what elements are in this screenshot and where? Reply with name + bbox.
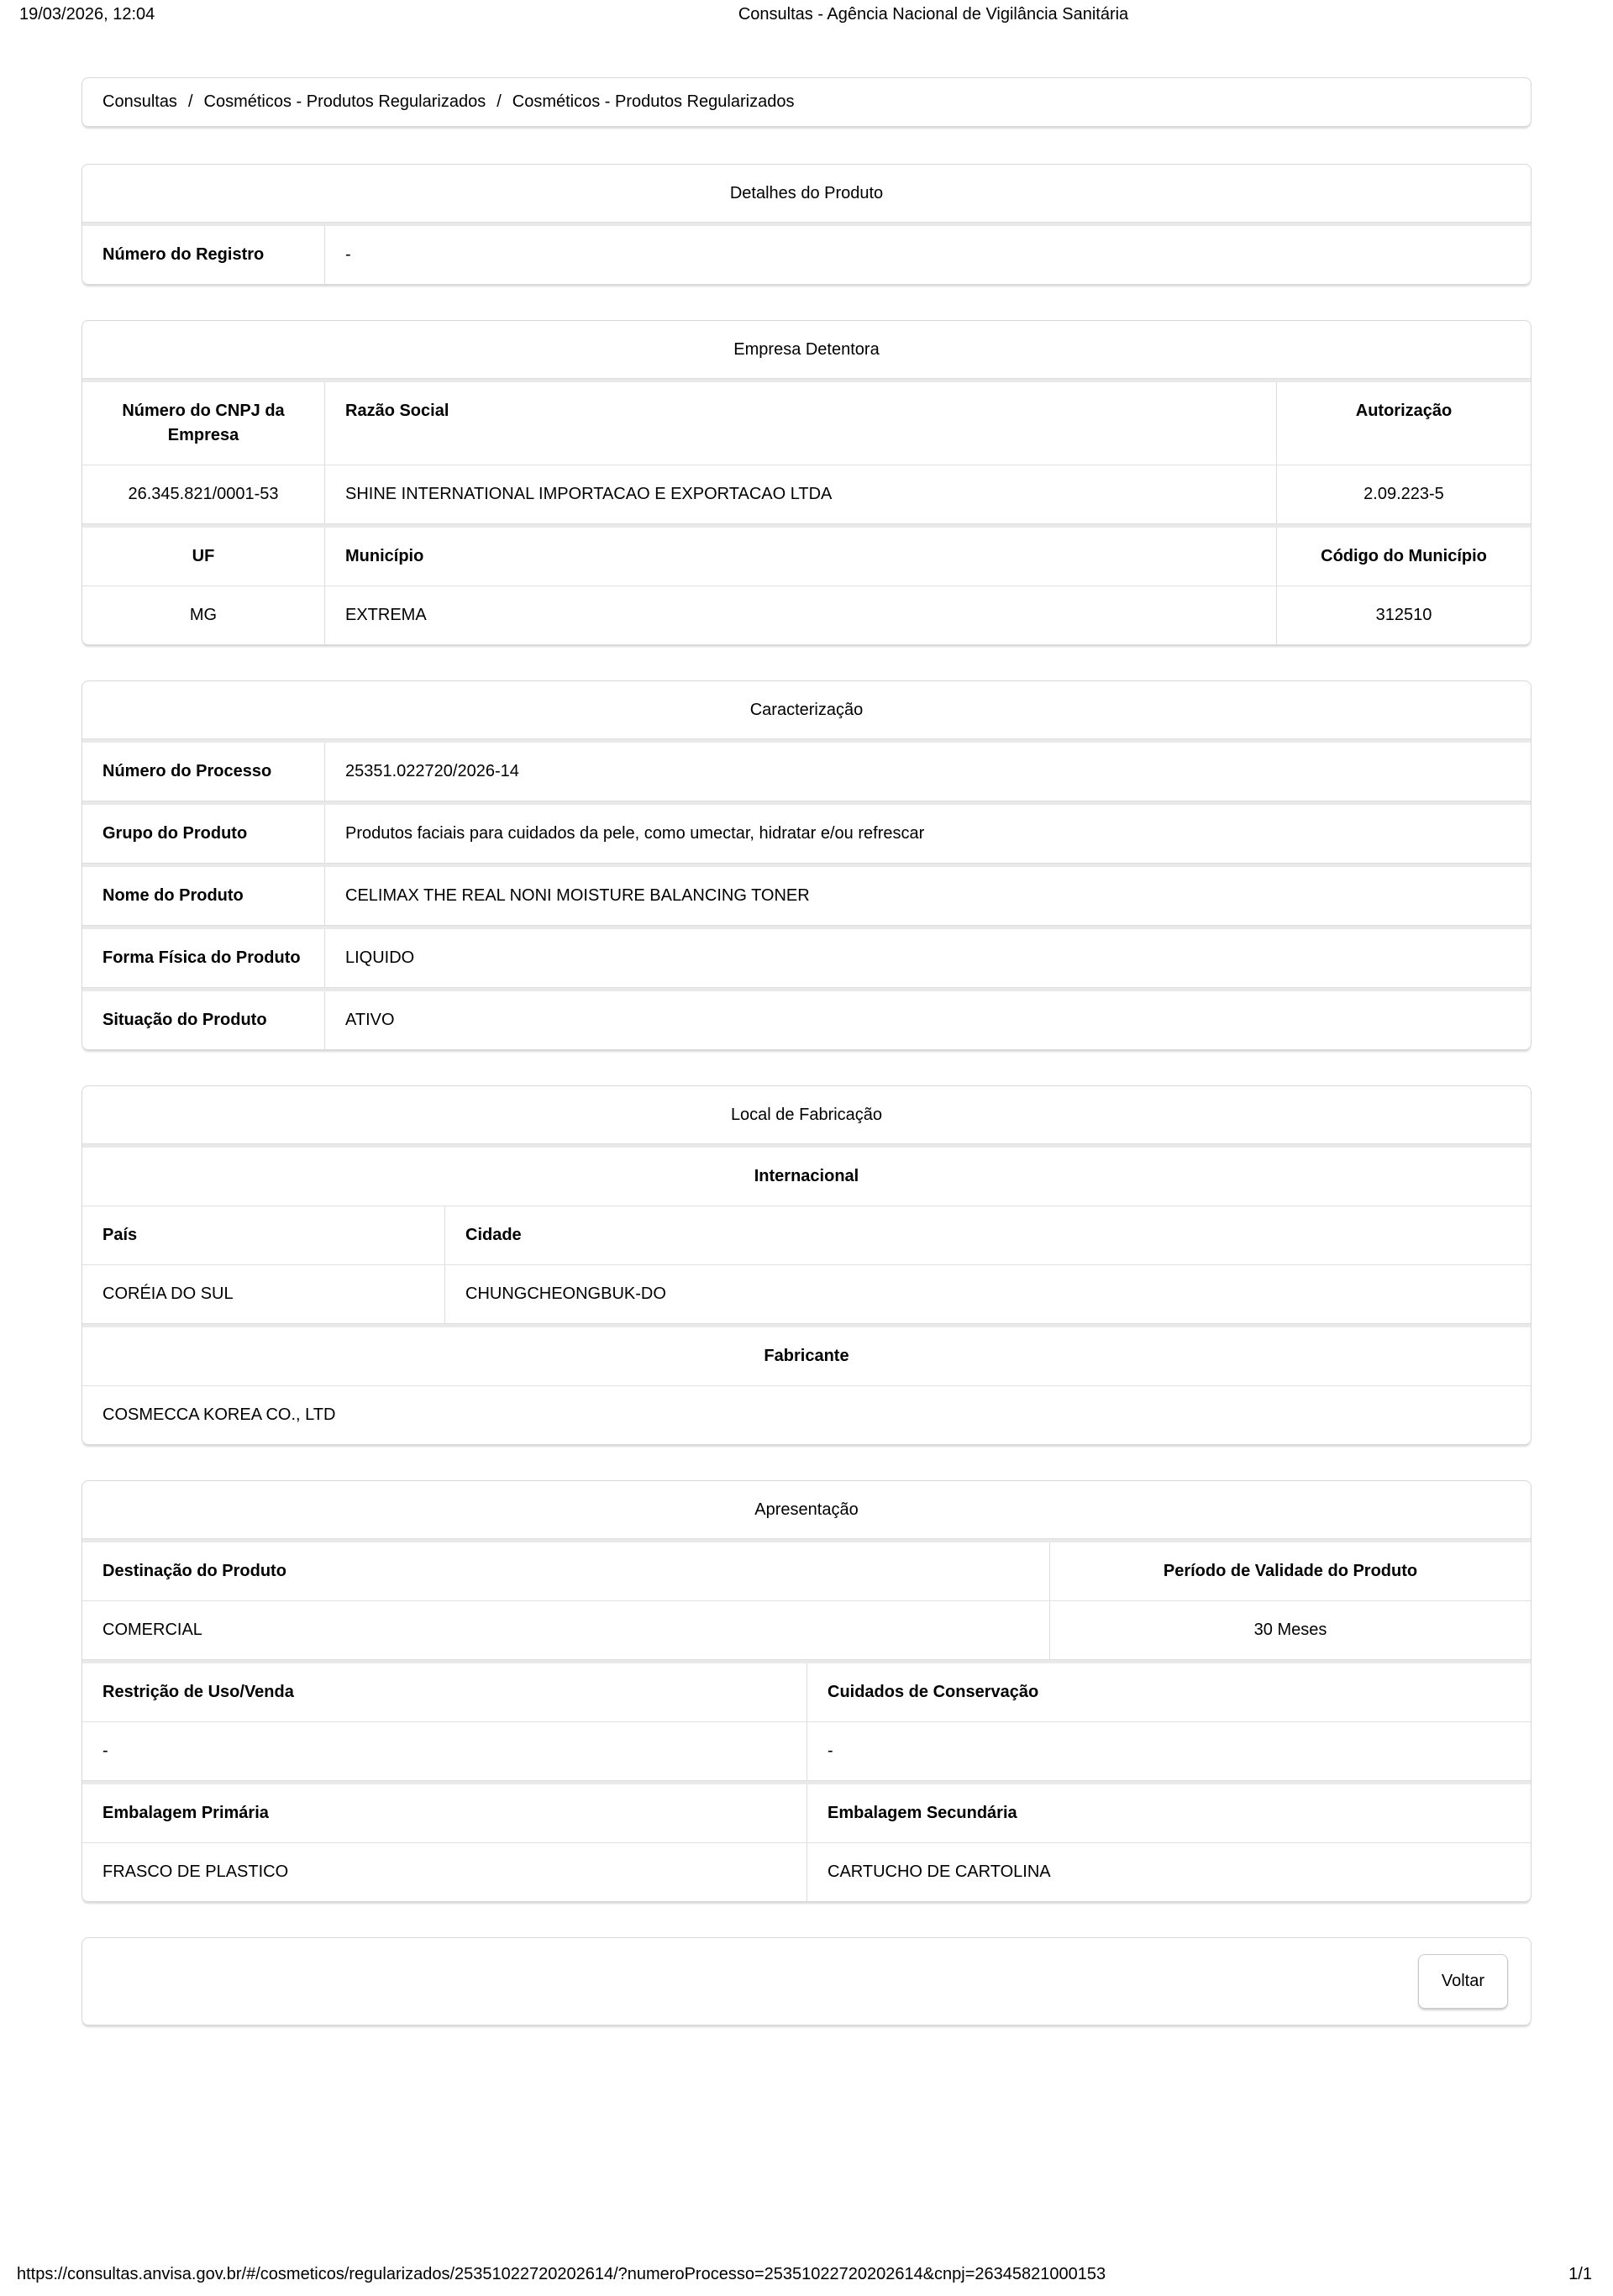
section-title: Empresa Detentora (733, 340, 880, 359)
section-title: Local de Fabricação (730, 1106, 883, 1124)
pais-header: País (102, 1226, 138, 1244)
table-row (82, 1842, 1531, 1901)
table-row (82, 805, 1531, 863)
validade-header: Período de Validade do Produto (1049, 1542, 1531, 1600)
table-row (82, 226, 1531, 284)
restricao-value: - (102, 1742, 108, 1760)
breadcrumb-card (81, 77, 1532, 127)
print-page-title: Consultas - Agência Nacional de Vigilância Sanitária (738, 5, 1129, 24)
codigo-municipio-header: Código do Município (1276, 528, 1531, 586)
cnpj-header: Número do CNPJ da Empresa (122, 402, 285, 444)
table-header-row (82, 528, 1531, 586)
actions-card (81, 1937, 1532, 2025)
section-title: Apresentação (754, 1500, 859, 1519)
table-header-row (82, 1206, 1531, 1264)
cnpj-value: 26.345.821/0001-53 (128, 485, 279, 503)
situacao-value: ATIVO (324, 991, 1531, 1049)
embalagem-primaria-header: Embalagem Primária (102, 1804, 269, 1822)
section-local-fabricacao (81, 1085, 1532, 1445)
embalagem-secundaria-header: Embalagem Secundária (806, 1784, 1531, 1842)
forma-fisica-value: LIQUIDO (324, 929, 1531, 987)
codigo-municipio-value: 312510 (1276, 586, 1531, 644)
print-datetime: 19/03/2026, 12:04 (19, 5, 155, 24)
cidade-header: Cidade (444, 1206, 1531, 1264)
forma-fisica-label: Forma Física do Produto (102, 948, 301, 967)
breadcrumb-item-current: Cosméticos - Produtos Regularizados (512, 92, 795, 111)
destinacao-value: COMERCIAL (102, 1621, 202, 1639)
table-row (82, 1264, 1531, 1323)
section-detalhes-produto (81, 164, 1532, 285)
grupo-value: Produtos faciais para cuidados da pele, como umectar, hidratar e/ou refrescar (324, 805, 1531, 863)
breadcrumb (102, 92, 1511, 112)
section-caracterizacao (81, 680, 1532, 1050)
destinacao-header: Destinação do Produto (102, 1562, 286, 1580)
nome-produto-value: CELIMAX THE REAL NONI MOISTURE BALANCING TONER (324, 867, 1531, 925)
municipio-header: Município (324, 528, 1276, 586)
table-row (82, 867, 1531, 925)
section-title: Caracterização (749, 701, 864, 719)
registro-value: - (324, 226, 1531, 284)
print-footer-url: https://consultas.anvisa.gov.br/#/cosmeticos/regularizados/25351022720202614/?numeroProcesso=25351022720202614&cnpj=26345821000153 (17, 2265, 1106, 2283)
print-page-indicator: 1/1 (1568, 2265, 1592, 2283)
pais-value: CORÉIA DO SUL (102, 1285, 234, 1303)
table-row (82, 743, 1531, 801)
conservacao-value: - (806, 1722, 1531, 1780)
fabricante-band: Fabricante (764, 1347, 849, 1365)
autorizacao-value: 2.09.223-5 (1276, 465, 1531, 523)
nome-produto-label: Nome do Produto (102, 886, 244, 905)
breadcrumb-separator: / (497, 92, 502, 111)
section-title: Detalhes do Produto (729, 184, 884, 202)
internacional-band: Internacional (754, 1167, 859, 1185)
table-header-row (82, 382, 1531, 465)
table-row (82, 1721, 1531, 1780)
table-header-row (82, 1663, 1531, 1721)
table-row (82, 929, 1531, 987)
table-header-row (82, 1542, 1531, 1600)
section-empresa-detentora (81, 320, 1532, 645)
cidade-value: CHUNGCHEONGBUK-DO (444, 1265, 1531, 1323)
municipio-value: EXTREMA (324, 586, 1276, 644)
voltar-button[interactable]: Voltar (1418, 1954, 1508, 2009)
breadcrumb-separator: / (187, 92, 193, 111)
razao-social-value: SHINE INTERNATIONAL IMPORTACAO E EXPORTACAO LTDA (324, 465, 1276, 523)
table-header-row (82, 1784, 1531, 1842)
conservacao-header: Cuidados de Conservação (806, 1663, 1531, 1721)
breadcrumb-item-cosmeticos[interactable]: Cosméticos - Produtos Regularizados (203, 92, 486, 111)
breadcrumb-item-consultas[interactable]: Consultas (102, 92, 177, 111)
table-row (82, 991, 1531, 1049)
table-row (82, 1600, 1531, 1659)
autorizacao-header: Autorização (1276, 382, 1531, 465)
restricao-header: Restrição de Uso/Venda (102, 1683, 294, 1701)
embalagem-secundaria-value: CARTUCHO DE CARTOLINA (806, 1843, 1531, 1901)
razao-social-header: Razão Social (324, 382, 1276, 465)
processo-label: Número do Processo (102, 762, 272, 780)
print-footer (17, 2265, 1592, 2284)
validade-value: 30 Meses (1049, 1601, 1531, 1659)
fabricante-value: COSMECCA KOREA CO., LTD (102, 1405, 336, 1424)
table-row (82, 465, 1531, 523)
embalagem-primaria-value: FRASCO DE PLASTICO (102, 1863, 289, 1881)
processo-value: 25351.022720/2026-14 (324, 743, 1531, 801)
grupo-label: Grupo do Produto (102, 824, 248, 843)
uf-value: MG (189, 606, 218, 624)
table-row (82, 1385, 1531, 1444)
table-row (82, 586, 1531, 644)
registro-label: Número do Registro (102, 245, 265, 264)
section-apresentacao (81, 1480, 1532, 1902)
situacao-label: Situação do Produto (102, 1011, 267, 1029)
uf-header: UF (192, 547, 215, 565)
page-content (81, 77, 1532, 2025)
